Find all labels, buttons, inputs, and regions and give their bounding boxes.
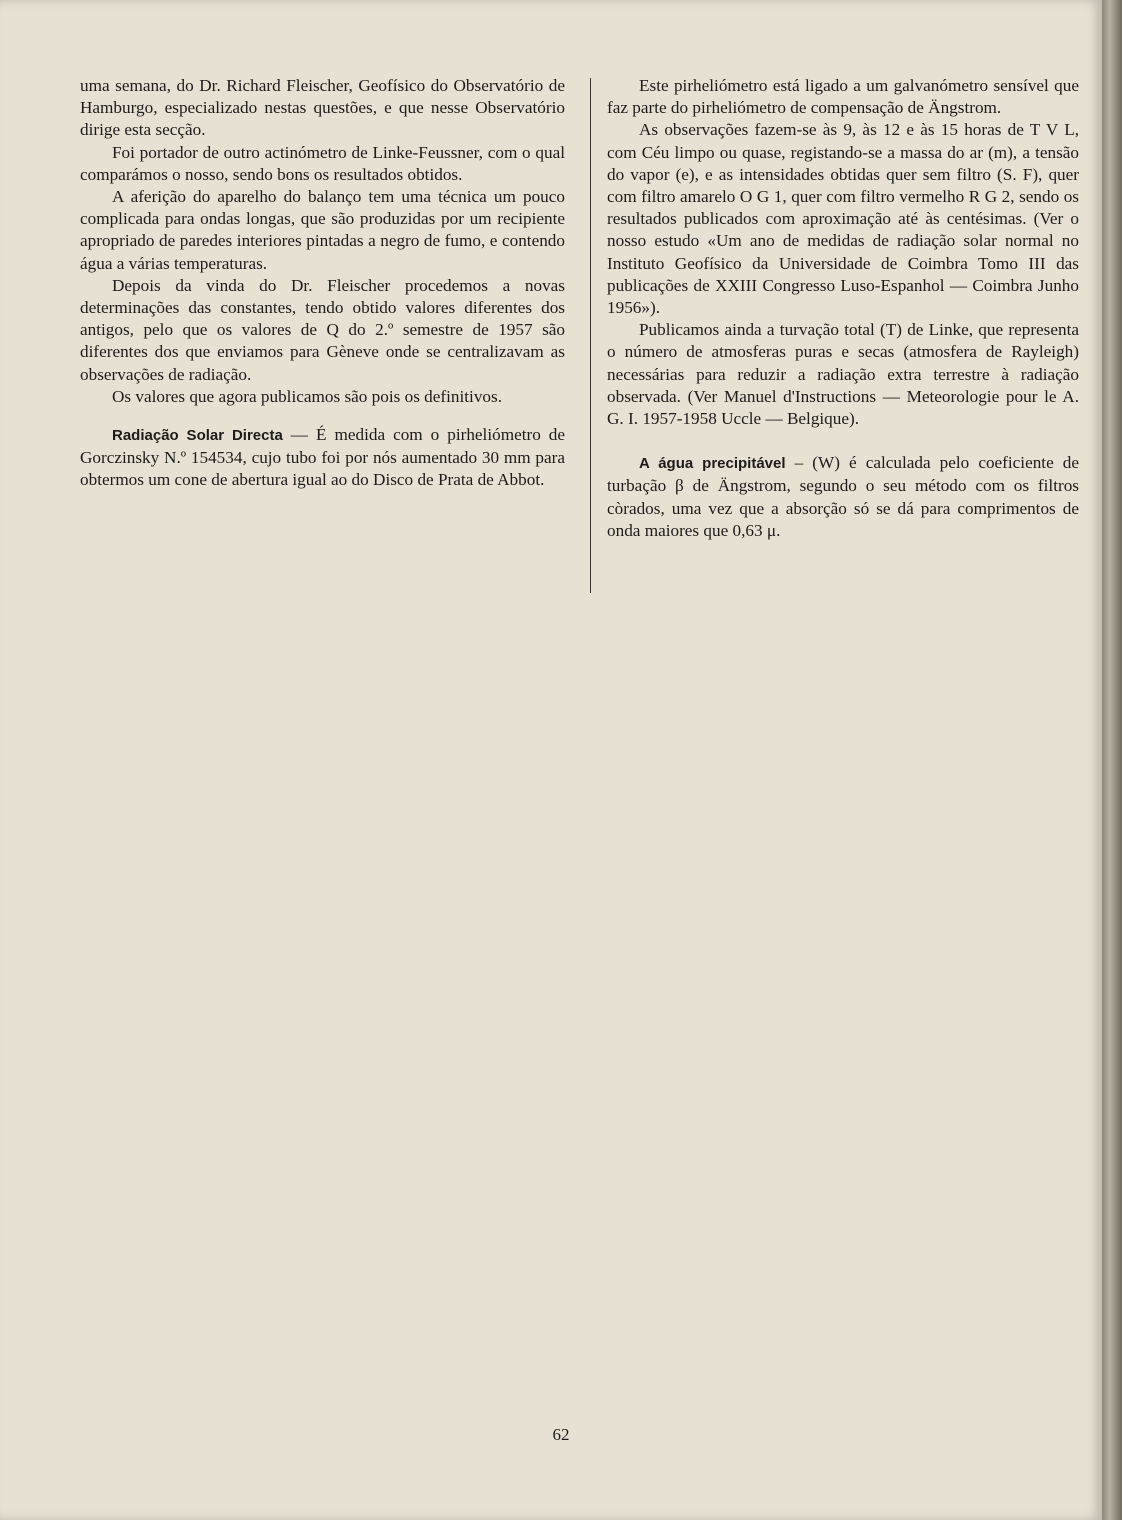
paragraph-observations: As observações fazem-se às 9, às 12 e às 15 horas de T V L, com Céu limpo ou quase, registando-se a massa do ar (m), a tensão do vapor (e), e as intensidades obtidas quer sem filtro (S. F), quer com filtro amarelo O G 1, quer com filtro vermelho R G 2, sendo os resultados publicados com aproximação até às centésimas. (Ver o nosso estudo «Um ano de medidas de radiação solar normal no Instituto Geofísico da Universidade de Coimbra Tomo III das publicações de XXIII Congresso Luso-Espanhol — Coimbra Junho 1956»).: [607, 120, 1079, 318]
paragraph-actinometer: Foi portador de outro actinómetro de Linke-Feussner, com o qual comparámos o nosso, sendo bons os resultados obtidos.: [80, 142, 565, 184]
paragraph-galvanometer: Este pirheliómetro está ligado a um galvanómetro sensível que faz parte do pirheliómetro de compensação de Ängstrom.: [607, 76, 1079, 118]
precipitable-water-text: – (W) é calculada pelo coeficiente de turbação β de Ängstrom, segundo o seu método com os filtros còrados, uma vez que a absorção só se dá para comprimentos de onda maiores que 0,63 μ.: [607, 453, 1079, 540]
column-divider: [590, 78, 591, 593]
direct-radiation-text: — É medida com o pirheliómetro de Gorczinsky N.º 154534, cujo tubo foi por nós aumentado 30 mm para obtermos um cone de abertura igual ao do Disco de Prata de Abbot.: [80, 425, 566, 490]
right-text-column: [607, 75, 1079, 542]
page-number: 62: [552, 1425, 570, 1444]
paragraph-constants: Depois da vinda do Dr. Fleischer procedemos a novas determinações das constantes, tendo obtido valores diferentes dos antigos, pelo que os valores de Q do 2.º semestre de 1957 são diferentes dos que enviamos para Gèneve onde se centralizavam as observações de radiação.: [80, 275, 565, 384]
paragraph-continuation: uma semana, do Dr. Richard Fleischer, Geofísico do Observatório de Hamburgo, especializado nestas questões, e que nesse Observatório dirige esta secção.: [80, 76, 565, 140]
section-heading-direct-radiation: Radiação Solar Directa: [112, 427, 283, 445]
page-edge-binding: [1102, 0, 1122, 1520]
paragraph-precipitable-water: [607, 452, 1079, 542]
paragraph-calibration: A aferição do aparelho do balanço tem uma técnica um pouco complicada para ondas longas, que são produzidas por um recipiente apropriado de paredes interiores pintadas a negro de fumo, e contendo água a várias temperaturas.: [80, 187, 565, 273]
paragraph-direct-solar-radiation: [80, 424, 565, 492]
left-text-column: [80, 75, 565, 492]
paragraph-turbidity: Publicamos ainda a turvação total (T) de Linke, que representa o número de atmosferas puras e secas (atmosfera de Rayleigh) necessárias para reduzir a radiação extra terrestre à radiação observada. (Ver Manuel d'Instructions — Meteorologie pour le A. G. I. 1957-1958 Uccle — Belgique).: [607, 320, 1079, 429]
section-heading-precipitable-water: A água precipitável: [639, 455, 786, 473]
paragraph-definitive-values: Os valores que agora publicamos são pois os definitivos.: [112, 386, 502, 406]
